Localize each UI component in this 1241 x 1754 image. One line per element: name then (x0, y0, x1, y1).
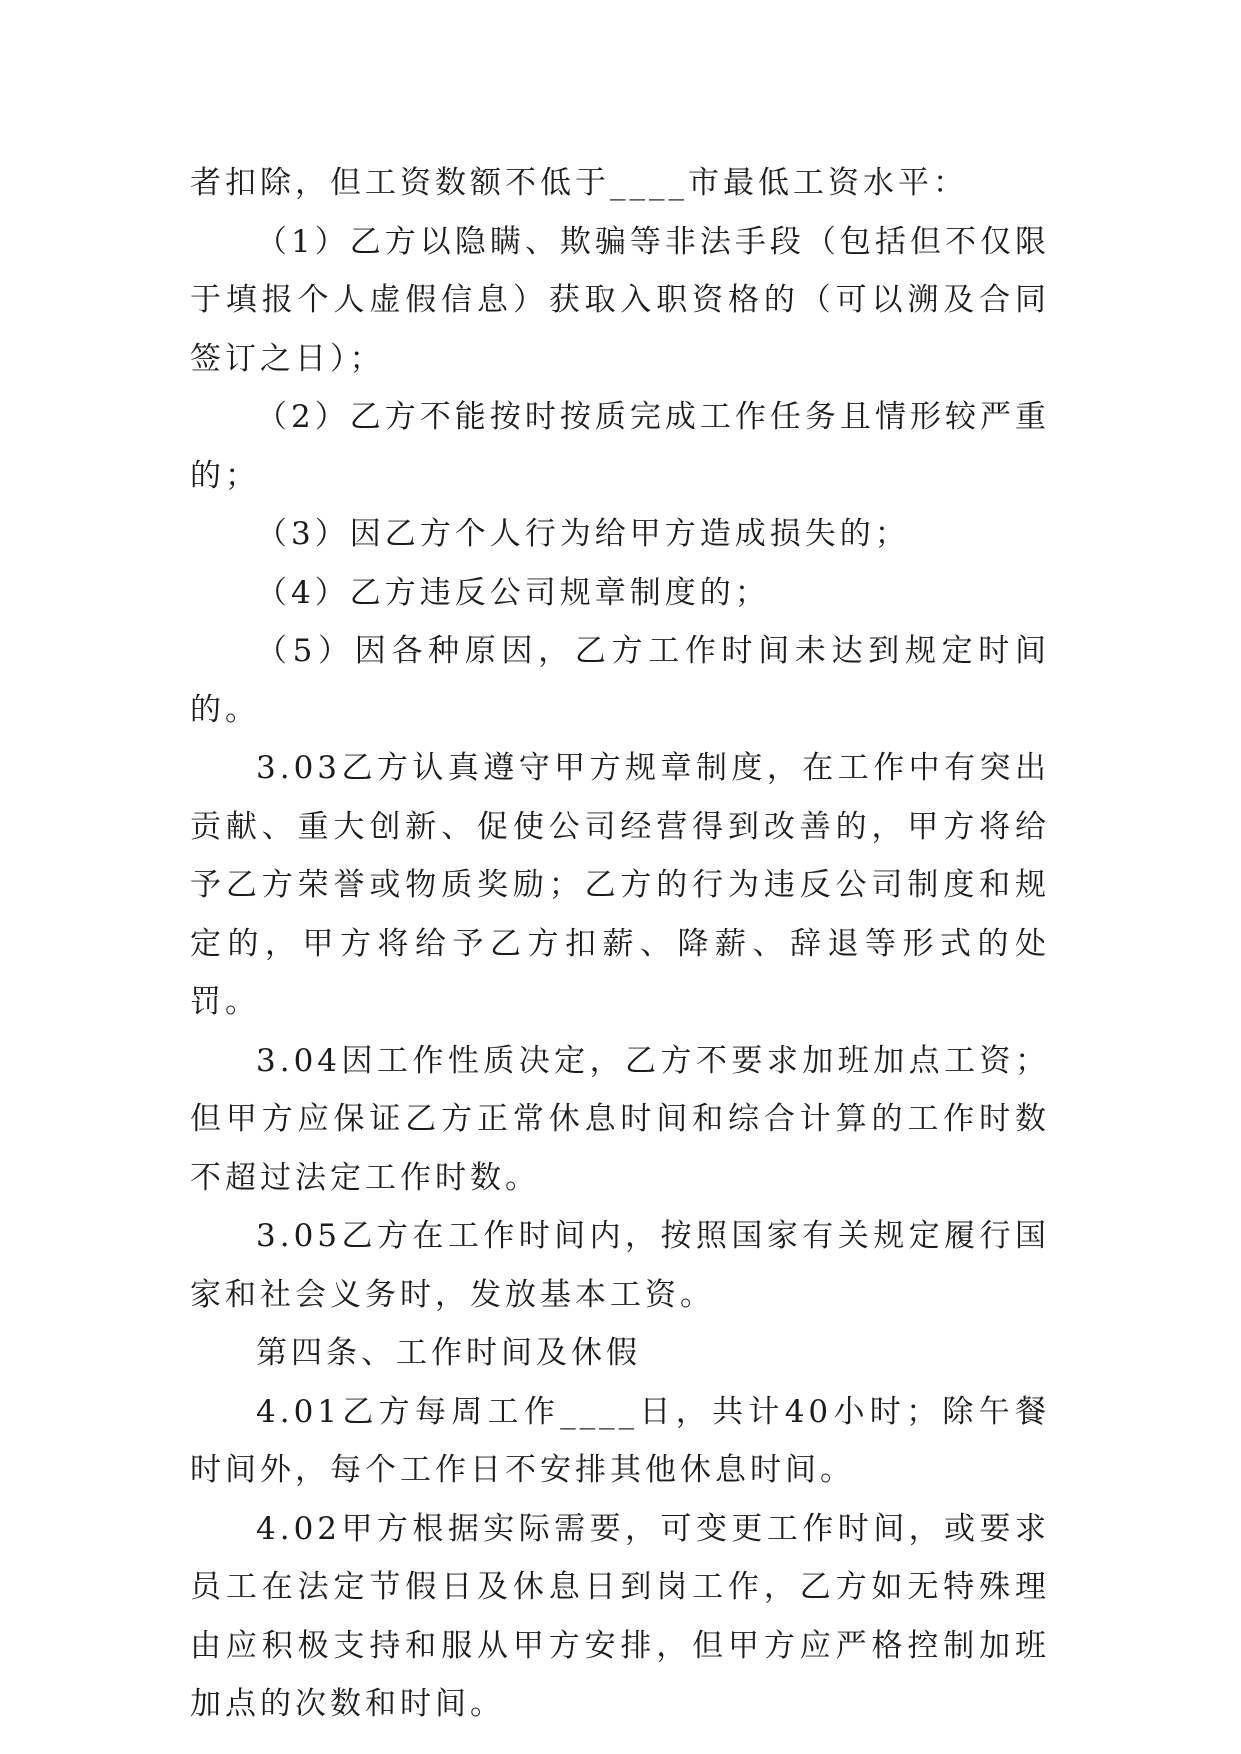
paragraph-clause-4-01: 4.01乙方每周工作____日，共计40小时；除午餐时间外，每个工作日不安排其他休息时间。 (190, 1393, 1050, 1488)
document-body (190, 154, 1050, 1734)
paragraph-clause-3-04: 3.04因工作性质决定，乙方不要求加班加点工资；但甲方应保证乙方正常休息时间和综合计算的工作时数不超过法定工作时数。 (190, 1042, 1050, 1196)
paragraph-item-2: （2）乙方不能按时按质完成工作任务且情形较严重的； (190, 399, 1050, 494)
paragraph-item-1: （1）乙方以隐瞒、欺骗等非法手段（包括但不仅限于填报个人虚假信息）获取入职资格的（可以溯及合同签订之日）； (190, 223, 1050, 377)
paragraph-clause-3-05: 3.05乙方在工作时间内，按照国家有关规定履行国家和社会义务时，发放基本工资。 (190, 1218, 1050, 1313)
paragraph-clause-3-03: 3.03乙方认真遵守甲方规章制度，在工作中有突出贡献、重大创新、促使公司经营得到改善的，甲方将给予乙方荣誉或物质奖励；乙方的行为违反公司制度和规定的，甲方将给予乙方扣薪、降薪、辞退等形式的处罚。 (190, 750, 1050, 1020)
paragraph-clause-4-02: 4.02甲方根据实际需要，可变更工作时间，或要求员工在法定节假日及休息日到岗工作，乙方如无特殊理由应积极支持和服从甲方安排，但甲方应严格控制加班加点的次数和时间。 (190, 1510, 1050, 1722)
paragraph-item-5: （5）因各种原因，乙方工作时间未达到规定时间的。 (190, 633, 1050, 728)
paragraph-item-4: （4）乙方违反公司规章制度的； (256, 574, 770, 611)
section-heading-article-4: 第四条、工作时间及休假 (256, 1335, 641, 1371)
paragraph-continuation: 者扣除，但工资数额不低于____市最低工资水平： (190, 165, 968, 201)
paragraph-item-3: （3）因乙方个人行为给甲方造成损失的； (256, 516, 910, 552)
